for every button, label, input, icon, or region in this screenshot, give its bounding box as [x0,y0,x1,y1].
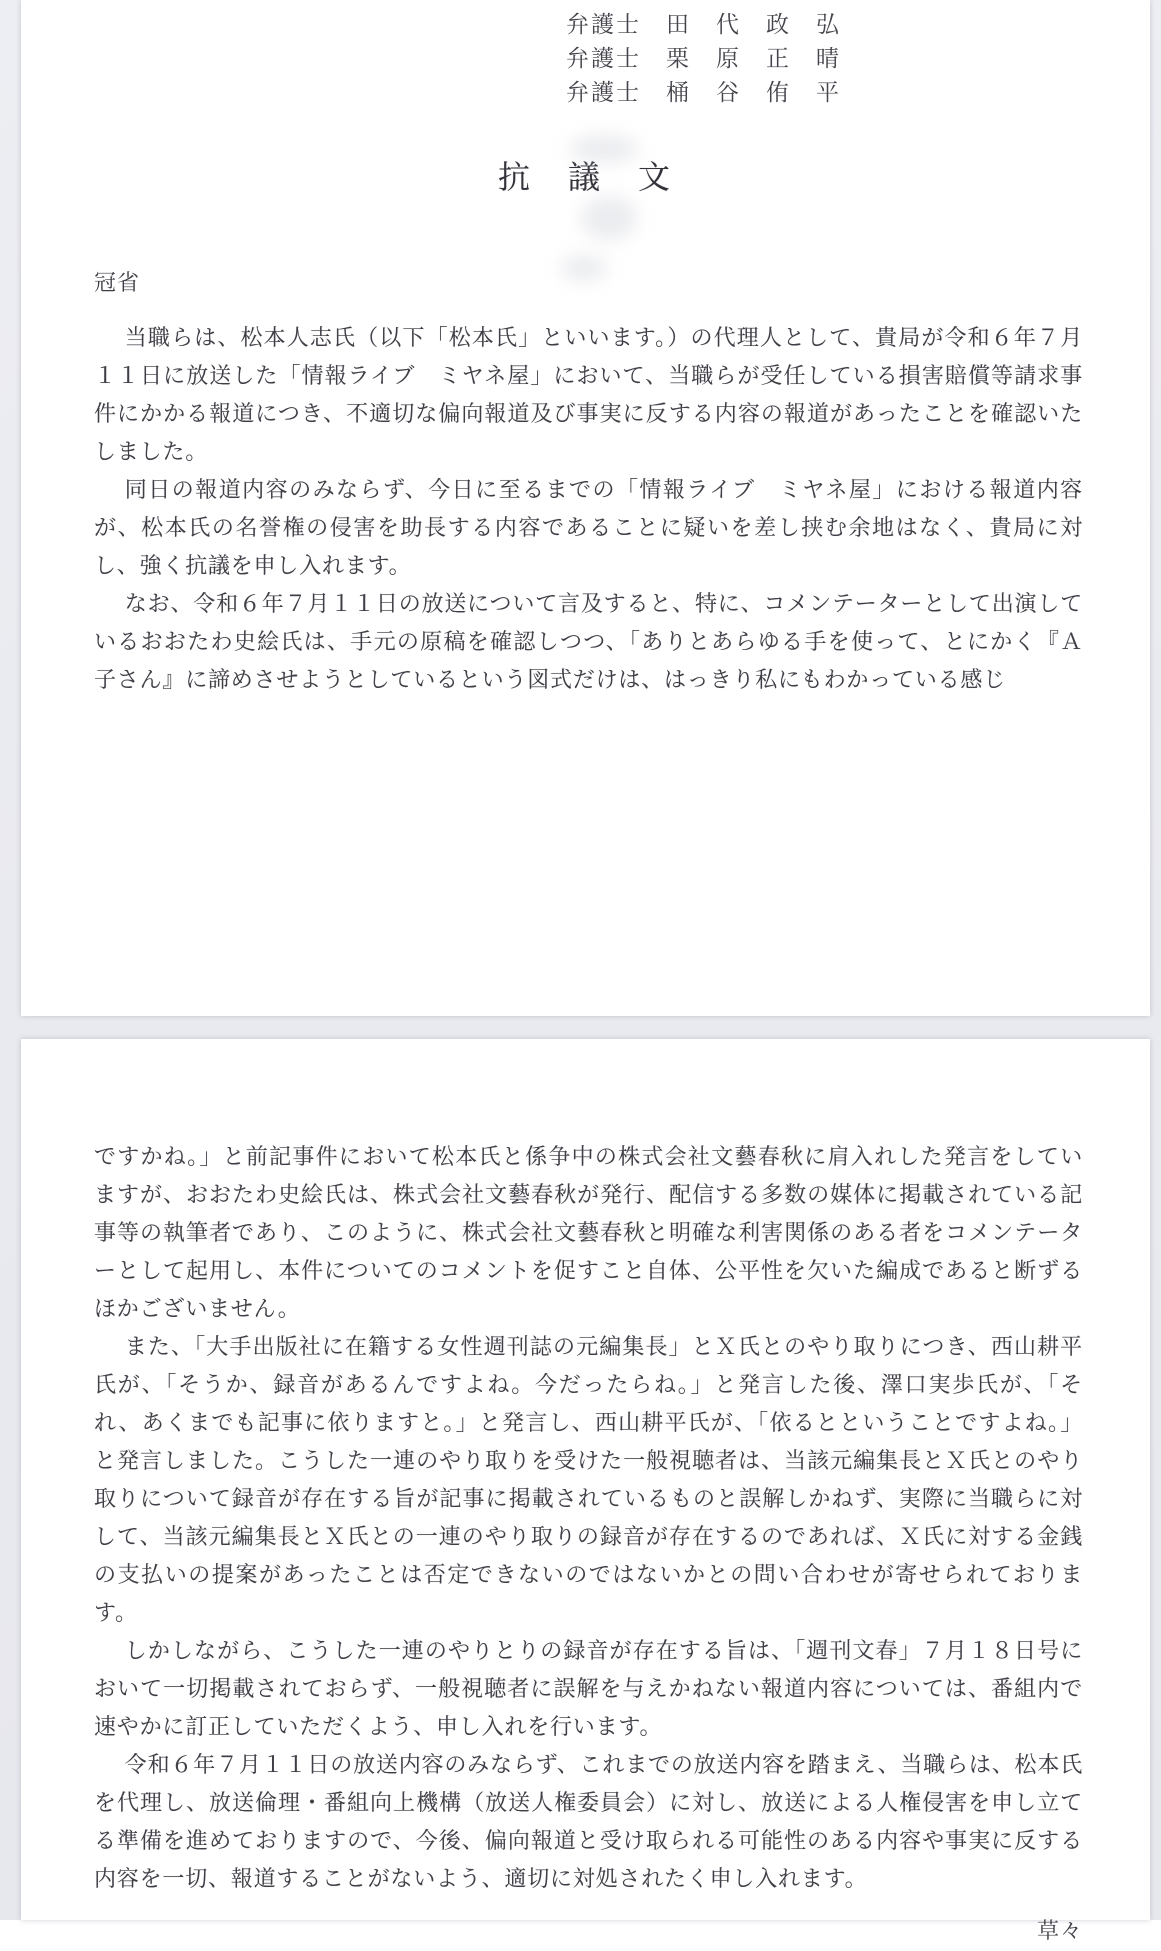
document-page-2 [21,1039,1150,1944]
page2-body [21,1039,1150,1899]
paragraph: しかしながら、こうした一連のやりとりの録音が存在する旨は、「週刊文春」７月１８日号において一切掲載されておらず、一般視聴者に誤解を与えかねない報道内容については、番組内で速やかに訂正していただくよう、申し入れを行います。 [94,1639,1083,1740]
paragraph: 当職らは、松本人志氏（以下「松本氏」といいます。）の代理人として、貴局が令和６年７月１１日に放送した「情報ライブ ミヤネ屋」において、当職らが受任している損害賠償等請求事件にかかる報道につき、不適切な偏向報道及び事実に反する内容の報道があったことを確認いたしました。 [94,326,1083,465]
signatory-line: 弁護士 栗 原 正 晴 [566,46,841,72]
paragraph: また、「大手出版社に在籍する女性週刊誌の元編集長」とＸ氏とのやり取りにつき、西山耕平氏が、「そうか、録音があるんですよね。今だったらね。」と発言した後、澤口実歩氏が、「それ、あくまでも記事に依りますと。」と発言し、西山耕平氏が、「依るとということですよね。」と発言しました。こうした一連のやり取りを受けた一般視聴者は、当該元編集長とＸ氏とのやり取りについて録音が存在する旨が記事に掲載されているものと誤解しかねず、実際に当職らに対して、当該元編集長とＸ氏との一連のやり取りの録音が存在するのであれば、Ｘ氏に対する金銭の支払いの提案があったことは否定できないのではないかとの問い合わせが寄せられております。 [94,1335,1083,1626]
document-page-1 [21,0,1150,1016]
paragraph: 令和６年７月１１日の放送内容のみならず、これまでの放送内容を踏まえ、当職らは、松本氏を代理し、放送倫理・番組向上機構（放送人権委員会）に対し、放送による人権侵害を申し立てる準備を進めておりますので、今後、偏向報道と受け取られる可能性のある内容や事実に反する内容を一切、報道することがないよう、適切に対処されたく申し入れます。 [94,1753,1083,1892]
document-title: 抗 議 文 [497,158,673,196]
paragraph: なお、令和６年７月１１日の放送について言及すると、特に、コメンテーターとして出演しているおおたわ史絵氏は、手元の原稿を確認しつつ、「ありとあらゆる手を使って、とにかく『Ａ子さん』に諦めさせようとしているという図式だけは、はっきり私にもわかっている感じ [94,592,1083,693]
paragraph: 同日の報道内容のみならず、今日に至るまでの「情報ライブ ミヤネ屋」における報道内容が、松本氏の名誉権の侵害を助長する内容であることに疑いを差し挟む余地はなく、貴局に対し、強く抗議を申し入れます。 [94,478,1083,579]
signatory-line: 弁護士 桶 谷 侑 平 [566,80,841,106]
page1-body [21,320,1150,700]
signatory-line: 弁護士 田 代 政 弘 [566,12,841,38]
paragraph-continuation: ですかね。」と前記事件において松本氏と係争中の株式会社文藝春秋に肩入れした発言をしていますが、おおたわ史絵氏は、株式会社文藝春秋が発行、配信する多数の媒体に掲載されている記事等の執筆者であり、このように、株式会社文藝春秋と明確な利害関係のある者をコメンテーターとして起用し、本件についてのコメントを促すこと自体、公平性を欠いた編成であると断ずるほかございません。 [94,1145,1083,1322]
closing-word: 草々 [1036,1919,1083,1944]
scan-smudge [581,196,637,240]
salutation: 冠省 [94,271,141,296]
signatory-block [21,8,1150,110]
